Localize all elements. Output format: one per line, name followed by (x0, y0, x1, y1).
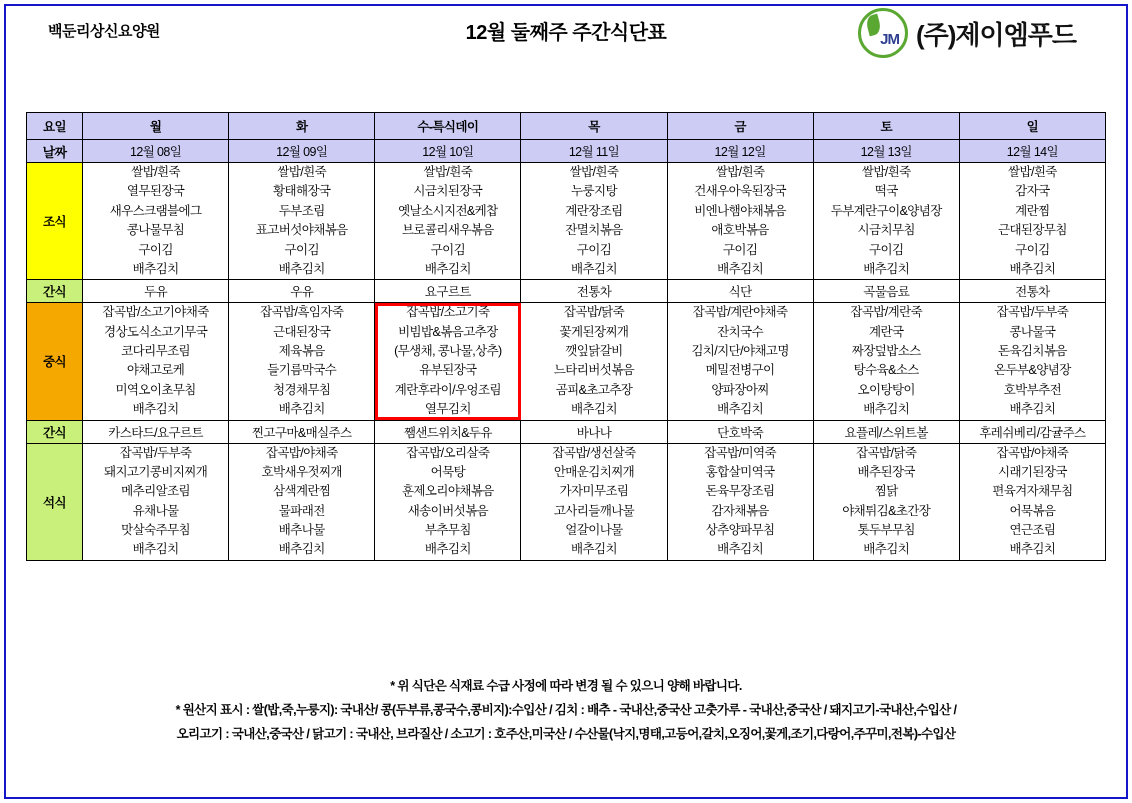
date-wed: 12월 10일 (375, 140, 521, 163)
weekday-wed: 수-특식데이 (375, 113, 521, 140)
menu-item: 열무김치 (424, 402, 471, 417)
note-origin-2: 오리고기 : 국내산,중국산 / 닭고기 : 국내산, 브라질산 / 소고기 : 호주산,미국산 / 수산물(낙지,명태,고등어,갈치,오징어,꽃게,조기,다랑어,주꾸미,전복)-수입산 (176, 727, 956, 741)
menu-item: 배추김치 (424, 261, 471, 276)
menu-item: 배추김치 (132, 402, 179, 417)
snack-morning-tue: 우유 (229, 280, 375, 303)
menu-item: 잡곡밥/소고기죽 (406, 305, 490, 320)
menu-item: 잡곡밥/생선살죽 (552, 445, 636, 460)
menu-item: 잡곡밥/야채죽 (265, 445, 338, 460)
menu-item: 쌀밥/흰죽 (423, 165, 473, 179)
menu-item: 배추김치 (863, 402, 910, 417)
dinner-sat (813, 443, 959, 560)
snack-morning-fri: 식단 (667, 280, 813, 303)
menu-item: 맛살숙주무침 (121, 523, 191, 537)
menu-item: 콩나물무침 (126, 223, 185, 238)
menu-item: 근대된장무침 (997, 223, 1067, 238)
menu-item: 고사리들깨나물 (553, 503, 635, 518)
menu-item: 시래기된장국 (997, 464, 1067, 479)
menu-item: 계란장조림 (565, 203, 623, 218)
menu-item: 잡곡밥/흑임자죽 (260, 305, 344, 320)
menu-item: 톳두부무침 (857, 523, 915, 537)
menu-item: 배추김치 (424, 542, 471, 557)
menu-item: 배추나물 (278, 523, 325, 537)
page-title: 12월 둘째주 주간식단표 (465, 22, 667, 44)
weekday-mon: 월 (83, 113, 229, 140)
dinner-fri (667, 443, 813, 560)
date-fri: 12월 12일 (667, 140, 813, 163)
menu-item: 콩나물국 (1009, 324, 1056, 339)
breakfast-thu (521, 163, 667, 280)
dinner-tue (229, 443, 375, 560)
weekday-sat: 토 (813, 113, 959, 140)
brand (858, 8, 1076, 58)
menu-item: 잔치국수 (717, 324, 764, 339)
menu-item: 열무된장국 (126, 184, 185, 199)
menu-item: 들기름막국수 (267, 363, 337, 378)
menu-item: 구이김 (722, 242, 758, 257)
menu-item: 두부계란구이&양념장 (830, 203, 942, 218)
menu-item: 물파래전 (278, 503, 325, 518)
menu-item: 시금치무침 (857, 223, 915, 238)
menu-item: 잡곡밥/두부죽 (119, 445, 192, 460)
dinner-sun (959, 443, 1105, 560)
menu-item: 유채나물 (132, 503, 179, 518)
menu-item: 시금치된장국 (413, 184, 483, 199)
menu-item: 경상도식소고기무국 (103, 324, 208, 339)
menu-item: 쌀밥/흰죽 (715, 165, 765, 179)
menu-item: 누룽지탕 (571, 184, 617, 199)
weekday-fri: 금 (667, 113, 813, 140)
menu-item: 꽃게된장찌개 (559, 324, 629, 339)
menu-item: 가자미무조림 (559, 484, 629, 499)
table-row-breakfast (27, 163, 1106, 280)
date-mon: 12월 08일 (83, 140, 229, 163)
date-tue: 12월 09일 (229, 140, 375, 163)
menu-item: 홍합살미역국 (705, 464, 775, 479)
menu-item: 호박새우젓찌개 (261, 464, 342, 479)
date-sat: 12월 13일 (813, 140, 959, 163)
breakfast-tue (229, 163, 375, 280)
snack-morning-mon: 두유 (83, 280, 229, 303)
menu-item: 배추김치 (717, 402, 764, 417)
menu-item: 표고버섯야채볶음 (255, 223, 348, 238)
menu-item: 구이김 (430, 242, 466, 257)
menu-item: 잡곡밥/닭죽 (856, 445, 917, 460)
table-row-snack-afternoon (27, 420, 1106, 443)
menu-item: 잡곡밥/닭죽 (563, 305, 625, 320)
menu-item: 배추김치 (278, 402, 325, 417)
row-label-snack-morning: 간식 (27, 280, 83, 303)
breakfast-sun (959, 163, 1105, 280)
menu-item: 쌀밥/흰죽 (861, 165, 911, 179)
menu-item: (무생채, 콩나물,상추) (394, 344, 502, 358)
menu-item: 어묵볶음 (1009, 503, 1056, 518)
menu-item: 유부된장국 (419, 363, 477, 378)
date-thu: 12월 11일 (521, 140, 667, 163)
snack-afternoon-sun: 후레쉬베리/감귤주스 (959, 420, 1105, 443)
menu-item: 온두부&양념장 (994, 363, 1071, 378)
facility-name: 백둔리상신요양원 (48, 23, 160, 40)
menu-item: 잡곡밥/소고기야채죽 (102, 305, 209, 320)
table-row-date (27, 140, 1106, 163)
breakfast-wed (375, 163, 521, 280)
menu-item: 새우스크램블에그 (109, 203, 202, 218)
menu-item: 탕수육&소스 (853, 363, 919, 378)
snack-afternoon-mon: 카스타드/요구르트 (83, 420, 229, 443)
menu-item: 두부조림 (278, 203, 325, 218)
menu-item: 배추김치 (1009, 542, 1056, 557)
menu-item: 잡곡밥/오리살죽 (406, 445, 490, 460)
menu-item: 비빔밥&볶음고추장 (398, 324, 498, 339)
menu-item: 구이김 (1015, 242, 1050, 257)
menu-item: 배추김치 (863, 261, 910, 276)
lunch-tue (229, 303, 375, 420)
menu-item: 제육볶음 (278, 344, 325, 358)
menu-item: 애호박볶음 (711, 223, 769, 238)
dinner-wed (375, 443, 521, 560)
snack-afternoon-thu: 바나나 (521, 420, 667, 443)
menu-item: 근대된장국 (273, 324, 331, 339)
menu-item: 구이김 (284, 242, 319, 257)
dinner-thu (521, 443, 667, 560)
menu-item: 안매운김치찌개 (553, 464, 635, 479)
menu-item: 배추김치 (571, 402, 617, 417)
menu-item: 새송이버섯볶음 (407, 503, 489, 518)
menu-item: 잡곡밥/계란죽 (850, 305, 923, 320)
row-label-date: 날짜 (27, 140, 83, 163)
breakfast-fri (667, 163, 813, 280)
breakfast-sat (813, 163, 959, 280)
menu-item: 어묵탕 (430, 464, 466, 479)
snack-afternoon-wed: 쨈샌드위치&두유 (375, 420, 521, 443)
snack-morning-wed: 요구르트 (375, 280, 521, 303)
menu-item: 브로콜리새우볶음 (401, 223, 494, 238)
menu-item: 옛날소시지전&케찹 (398, 203, 498, 218)
note-origin-1: * 원산지 표시 : 쌀(밥,죽,누룽지): 국내산/ 콩(두부류,콩국수,콩비지):수입산 / 김치 : 배추 - 국내산,중국산 고춧가루 - 국내산,중국산 / 돼지고기-국내산,수입산 / (175, 703, 957, 717)
menu-item: 메추리알조림 (121, 484, 191, 499)
menu-item: 쌀밥/흰죽 (1008, 165, 1057, 179)
company-logo-icon (858, 8, 908, 58)
menu-item: 삼색계란찜 (273, 484, 331, 499)
table-row-weekday (27, 113, 1106, 140)
menu-item: 배추김치 (132, 542, 179, 557)
row-label-snack-afternoon: 간식 (27, 420, 83, 443)
menu-item: 배추된장국 (857, 464, 915, 479)
menu-item: 배추김치 (571, 542, 617, 557)
menu-item: 배추김치 (863, 542, 910, 557)
row-label-lunch: 중식 (27, 303, 83, 420)
menu-item: 느타리버섯볶음 (553, 363, 635, 378)
menu-item: 깻잎닭갈비 (565, 344, 623, 358)
snack-morning-sun: 전통차 (959, 280, 1105, 303)
menu-item: 쌀밥/흰죽 (277, 165, 327, 179)
menu-item: 상추양파무침 (705, 523, 775, 537)
menu-item: 야채튀김&초간장 (842, 503, 931, 518)
menu-item: 쌀밥/흰죽 (569, 165, 619, 179)
menu-item: 부추무침 (424, 523, 471, 537)
menu-item: 계란국 (869, 324, 904, 339)
weekday-sun: 일 (959, 113, 1105, 140)
menu-item: 계란후라이/우엉조림 (394, 382, 501, 397)
menu-item: 감자국 (1015, 184, 1050, 199)
menu-item: 잡곡밥/미역죽 (704, 445, 776, 460)
menu-item: 배추김치 (278, 542, 325, 557)
menu-item: 비엔나햄야채볶음 (694, 203, 787, 218)
lunch-fri (667, 303, 813, 420)
snack-afternoon-sat: 요플레/스위트볼 (813, 420, 959, 443)
menu-item: 김치/지단/야채고명 (691, 344, 789, 358)
menu-item: 코다리무조림 (121, 344, 191, 358)
menu-item: 호박부추전 (1003, 382, 1062, 397)
menu-item: 잡곡밥/야채죽 (996, 445, 1069, 460)
dinner-mon (83, 443, 229, 560)
menu-item: 배추김치 (278, 261, 325, 276)
menu-item: 배추김치 (717, 261, 764, 276)
menu-item: 계란찜 (1015, 203, 1050, 218)
lunch-thu (521, 303, 667, 420)
logo-text: JM (880, 31, 899, 48)
date-sun: 12월 14일 (959, 140, 1105, 163)
menu-item: 돈육무장조림 (705, 484, 775, 499)
menu-item: 훈제오리야채볶음 (401, 484, 494, 499)
menu-item: 편육겨자채무침 (992, 484, 1073, 499)
weekday-thu: 목 (521, 113, 667, 140)
menu-item: 잡곡밥/두부죽 (996, 305, 1069, 320)
menu-item: 배추김치 (132, 261, 179, 276)
note-change-disclaimer: * 위 식단은 식재료 수급 사정에 따라 변경 될 수 있으니 양해 바랍니다. (390, 679, 742, 693)
menu-item: 감자채볶음 (711, 503, 769, 518)
menu-item: 배추김치 (717, 542, 764, 557)
lunch-wed-special (375, 303, 521, 420)
menu-item: 배추김치 (571, 261, 617, 276)
menu-item: 메밀전병구이 (705, 363, 775, 378)
lunch-mon (83, 303, 229, 420)
company-name: (주)제이엠푸드 (915, 19, 1076, 50)
footer-notes (0, 670, 1132, 742)
table-row-lunch (27, 303, 1106, 420)
menu-item: 구이김 (576, 242, 612, 257)
menu-item: 양파장아찌 (711, 382, 769, 397)
menu-item: 오이탕탕이 (857, 382, 915, 397)
table-row-snack-morning (27, 280, 1106, 303)
lunch-sat (813, 303, 959, 420)
menu-item: 돈육김치볶음 (997, 344, 1067, 358)
weekly-menu-table (26, 112, 1106, 561)
menu-item: 청경채무침 (273, 382, 331, 397)
menu-item: 돼지고기콩비지찌개 (103, 464, 208, 479)
menu-item: 배추김치 (1009, 261, 1056, 276)
lunch-sun (959, 303, 1105, 420)
snack-afternoon-fri: 단호박죽 (667, 420, 813, 443)
menu-item: 곰피&초고추장 (555, 382, 633, 397)
menu-item: 황태해장국 (273, 184, 331, 199)
table-row-dinner (27, 443, 1106, 560)
row-label-breakfast: 조식 (27, 163, 83, 280)
menu-item: 떡국 (874, 184, 898, 199)
menu-item: 건새우아욱된장국 (694, 184, 787, 199)
row-label-dinner: 석식 (27, 443, 83, 560)
menu-item: 구이김 (138, 242, 173, 257)
menu-item: 잡곡밥/계란야채죽 (692, 305, 788, 320)
menu-item: 구이김 (869, 242, 904, 257)
menu-item: 야채고로케 (126, 363, 185, 378)
menu-item: 배추김치 (1009, 402, 1056, 417)
menu-item: 미역오이초무침 (115, 382, 196, 397)
menu-item: 잔멸치볶음 (565, 223, 623, 238)
menu-item: 쌀밥/흰죽 (131, 165, 180, 179)
snack-morning-sat: 곡물음료 (813, 280, 959, 303)
menu-item: 얼갈이나물 (565, 523, 623, 537)
snack-morning-thu: 전통차 (521, 280, 667, 303)
snack-afternoon-tue: 찐고구마&매실주스 (229, 420, 375, 443)
weekday-tue: 화 (229, 113, 375, 140)
breakfast-mon (83, 163, 229, 280)
menu-item: 짜장덮밥소스 (851, 344, 921, 358)
menu-item: 찜닭 (874, 484, 898, 499)
menu-item: 연근조림 (1009, 523, 1056, 537)
row-label-weekday: 요일 (27, 113, 83, 140)
